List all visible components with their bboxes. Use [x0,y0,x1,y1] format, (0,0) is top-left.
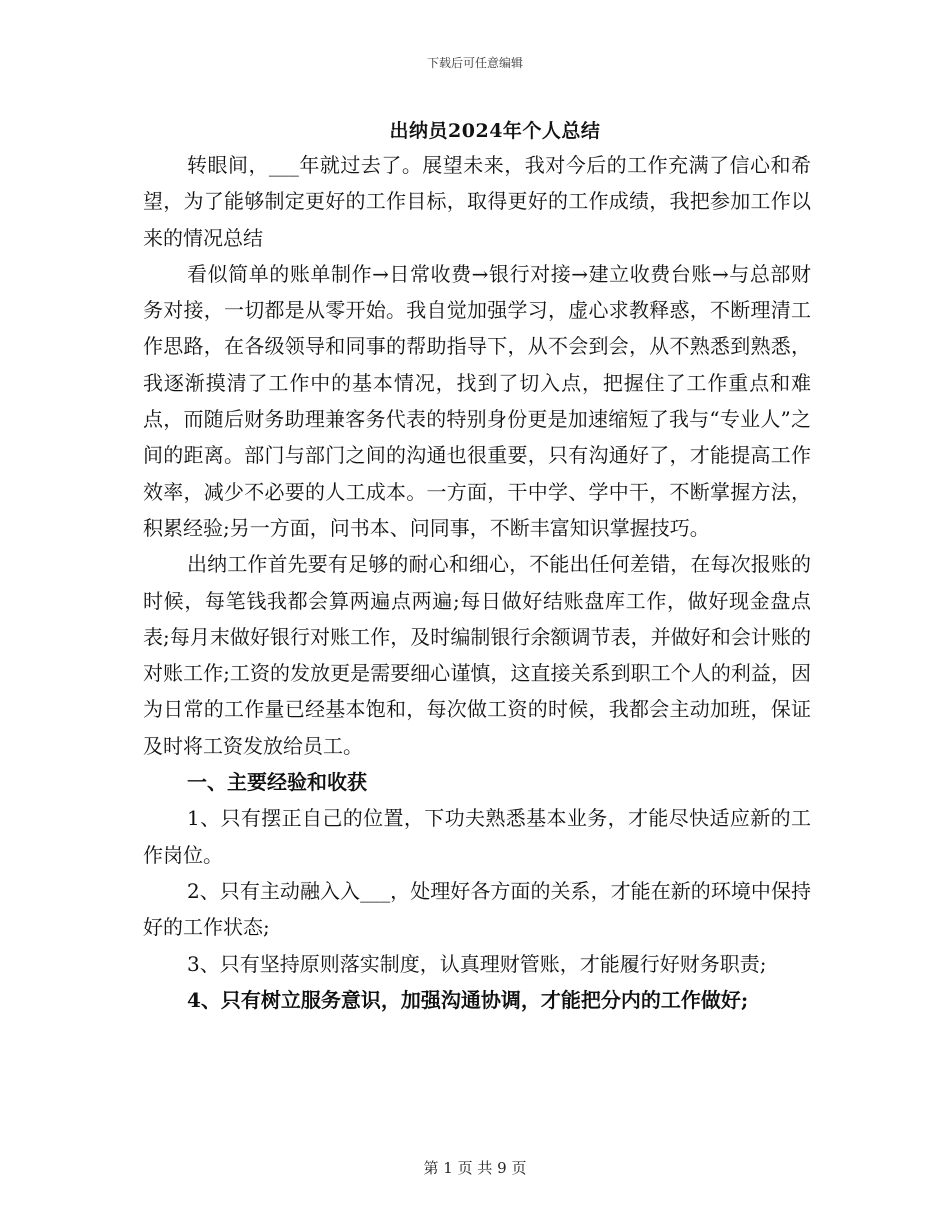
list-item: 3、只有坚持原则落实制度，认真理财管账，才能履行好财务职责; [187,951,767,976]
list-item: 4、只有树立服务意识，加强沟通协调，才能把分内的工作做好; [187,987,749,1012]
paragraph-cashier-duties: 出纳工作首先要有足够的耐心和细心，不能出任何差错，在每次报账的时候，每笔钱我都会算两遍点两遍;每日做好结账盘库工作，做好现金盘点表;每月末做好银行对账工作，及时编制银行余额调节表，并做好和会计账的对账工作;工资的发放更是需要细心谨慎，这直接关系到职工个人的利益，因为日常的工作量已经基本饱和，每次做工资的时候，我都会主动加班，保证及时将工资发放给员工。 [143,552,811,758]
paragraph-intro: 转眼间，___年就过去了。展望未来，我对今后的工作充满了信心和希望，为了能够制定更好的工作目标，取得更好的工作成绩，我把参加工作以来的情况总结 [143,153,811,250]
document-body [143,147,811,1018]
paragraph-work-process: 看似简单的账单制作→日常收费→银行对接→建立收费台账→与总部财务对接，一切都是从零开始。我自觉加强学习，虚心求教释惑，不断理清工作思路，在各级领导和同事的帮助指导下，从不会到会，从不熟悉到熟悉，我逐渐摸清了工作中的基本情况，找到了切入点，把握住了工作重点和难点，而随后财务助理兼客务代表的特别身份更是加速缩短了我与“专业人”之间的距离。部门与部门之间的沟通也很重要，只有沟通好了，才能提高工作效率，减少不必要的人工成本。一方面，干中学、学中干，不断掌握方法，积累经验;另一方面，问书本、问同事，不断丰富知识掌握技巧。 [143,261,811,540]
list-item: 2、只有主动融入入___，处理好各方面的关系，才能在新的环境中保持好的工作状态; [143,878,811,940]
list-item: 1、只有摆正自己的位置，下功夫熟悉基本业务，才能尽快适应新的工作岗位。 [143,806,811,867]
section-heading: 一、主要经验和收获 [187,770,367,795]
page-number: 第 1 页 共 9 页 [423,1159,527,1177]
document-title: 出纳员2024年个人总结 [389,120,601,142]
page-header-note: 下载后可任意编辑 [426,56,523,70]
